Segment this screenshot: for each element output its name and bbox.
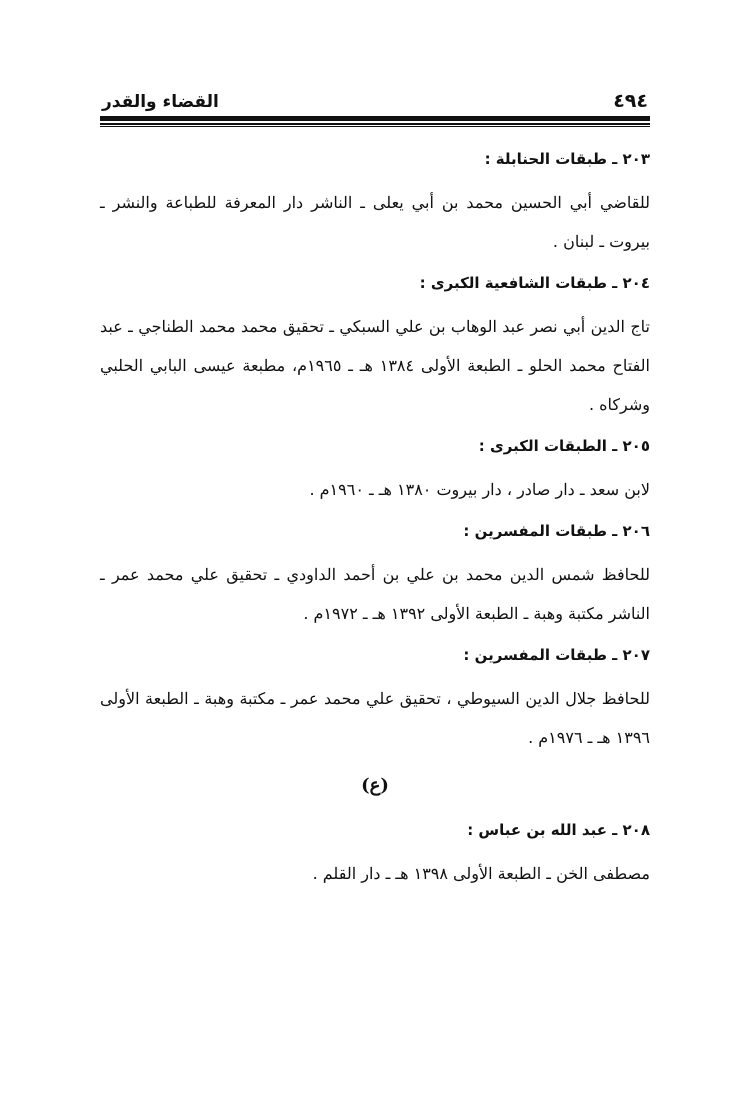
section-letter-heading: (ع): [361, 775, 389, 796]
bibliography-list: [100, 147, 650, 893]
entry-heading: ٢٠٧ ـ طبقات المفسرين :: [463, 646, 650, 664]
entry-body: لابن سعد ـ دار صادر ، دار بيروت ١٣٨٠ هـ ـ ١٩٦٠م .: [309, 480, 650, 499]
entry-body: تاج الدين أبي نصر عبد الوهاب بن علي السبكي ـ تحقيق محمد محمد الطناجي ـ عبد الفتاح محمد الحلو ـ الطبعة الأولى ١٣٨٤ هـ ـ ١٩٦٥م، مطبعة عيسى البابي الحلبي وشركاه .: [100, 317, 650, 414]
bibliography-entry: [100, 147, 650, 261]
page-number: ٤٩٤: [613, 90, 648, 112]
book-page: [100, 84, 650, 903]
entry-heading: ٢٠٦ ـ طبقات المفسرين :: [463, 522, 650, 540]
entry-body: للحافظ جلال الدين السيوطي ، تحقيق علي محمد عمر ـ مكتبة وهبة ـ الطبعة الأولى ١٣٩٦ هـ ـ ١٩٧٦م .: [100, 689, 650, 747]
header-rule-thin-2: [100, 126, 650, 127]
entry-heading: ٢٠٣ ـ طبقات الحنابلة :: [484, 150, 650, 168]
entry-body: للقاضي أبي الحسين محمد بن أبي يعلى ـ الناشر دار المعرفة للطباعة والنشر ـ بيروت ـ لبنان .: [100, 193, 650, 251]
entry-body: للحافظ شمس الدين محمد بن علي بن أحمد الداودي ـ تحقيق علي محمد عمر ـ الناشر مكتبة وهبة ـ الطبعة الأولى ١٣٩٢ هـ ـ ١٩٧٢م .: [100, 565, 651, 623]
page-header: [100, 84, 650, 114]
entry-heading: ٢٠٥ ـ الطبقات الكبرى :: [478, 437, 650, 455]
entry-heading: ٢٠٤ ـ طبقات الشافعية الكبرى :: [419, 274, 650, 292]
entry-heading: ٢٠٨ ـ عبد الله بن عباس :: [467, 821, 650, 839]
bibliography-entry: [100, 818, 650, 893]
bibliography-entry: [100, 434, 650, 509]
running-title: القضاء والقدر: [102, 92, 219, 112]
entry-body: مصطفى الخن ـ الطبعة الأولى ١٣٩٨ هـ ـ دار القلم .: [312, 864, 650, 883]
bibliography-entry: [100, 519, 650, 633]
bibliography-entry: [100, 643, 650, 757]
bibliography-entry: [100, 271, 650, 424]
